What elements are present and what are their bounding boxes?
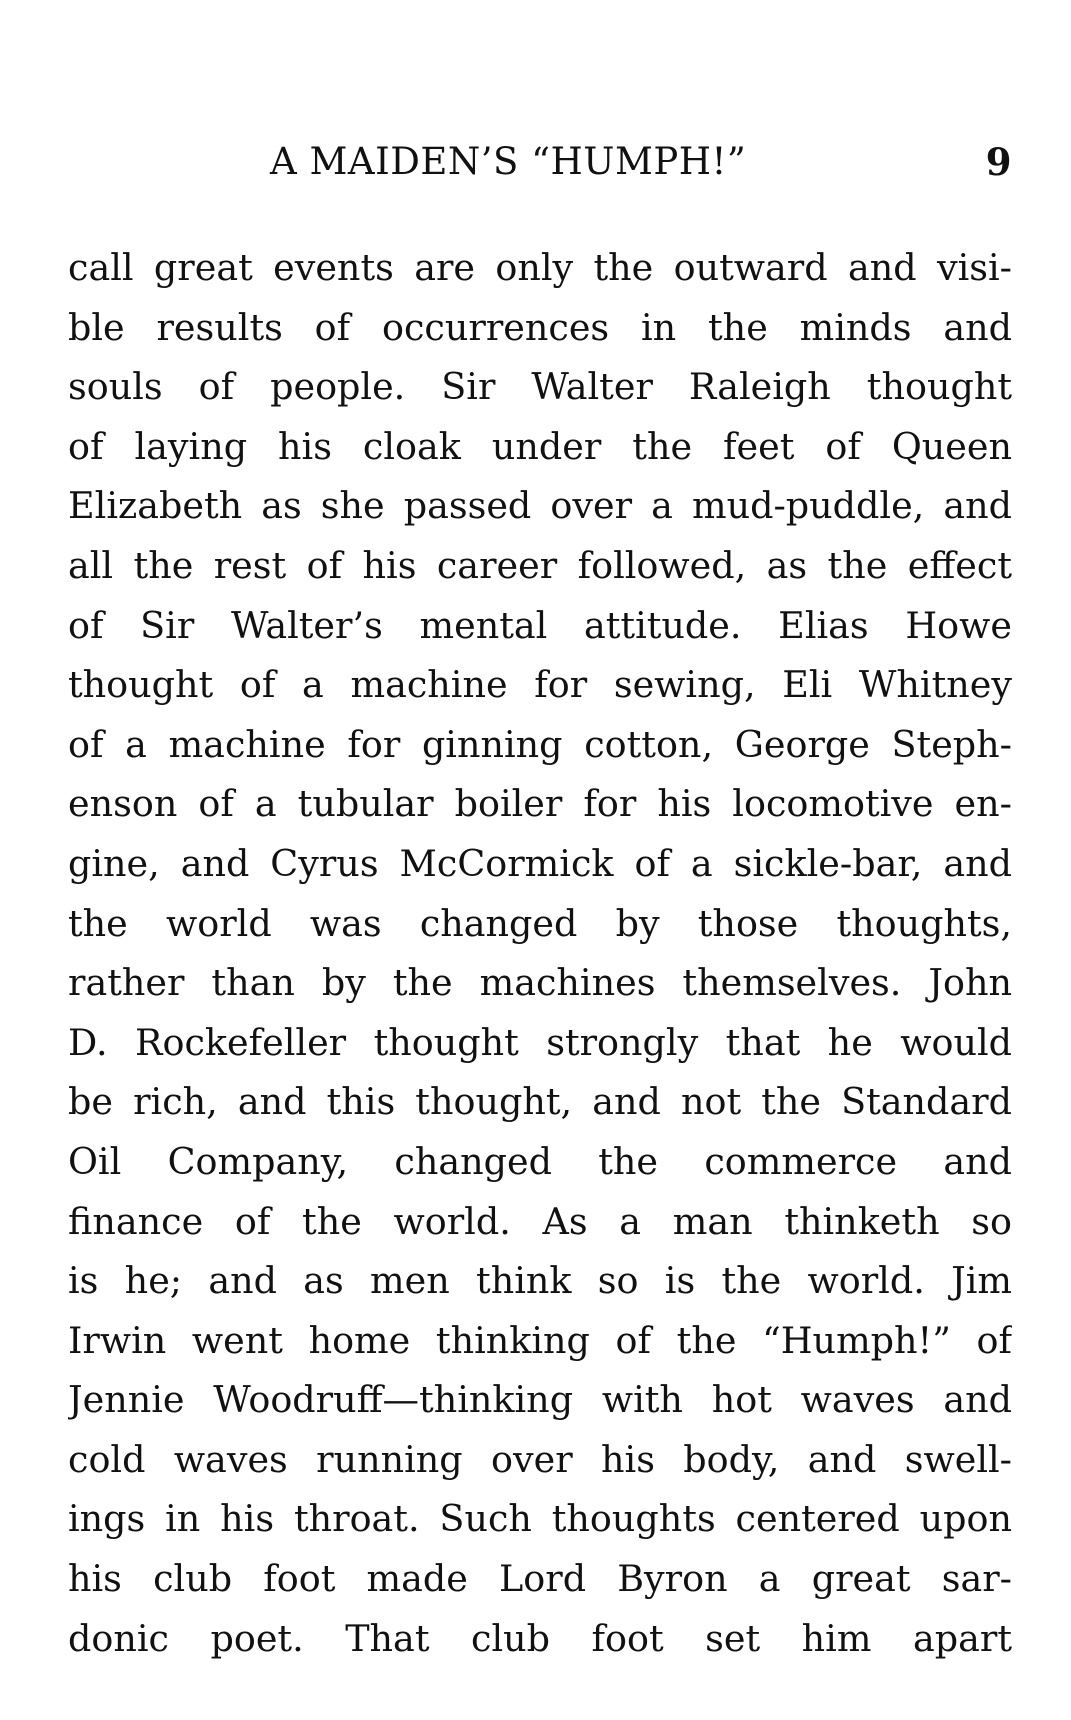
text-line: enson of a tubular boiler for his locomotive en- [68,782,1012,826]
text-line: of laying his cloak under the feet of Queen [68,424,1012,468]
text-line: cold waves running over his body, and swell- [68,1437,1012,1481]
text-line: Irwin went home thinking of the “Humph!” of [68,1318,1012,1362]
text-line: ble results of occurrences in the minds and [68,305,1012,349]
text-line: souls of people. Sir Walter Raleigh thought [68,365,1012,409]
text-line: all the rest of his career followed, as the effect [68,543,1012,587]
text-line: finance of the world. As a man thinketh so [68,1199,1012,1243]
text-line: Jennie Woodruff—thinking with hot waves and [68,1378,1012,1422]
page-number: 9 [985,140,1012,184]
text-line: call great events are only the outward and visi- [68,246,1012,289]
text-line: D. Rockefeller thought strongly that he would [68,1020,1012,1064]
text-line: rather than by the machines themselves. John [68,961,1012,1005]
running-head [68,132,1012,192]
text-line: Oil Company, changed the commerce and [68,1139,1012,1183]
text-line: of Sir Walter’s mental attitude. Elias Howe [68,603,1012,647]
text-line: gine, and Cyrus McCormick of a sickle-bar, and [68,841,1012,885]
text-line: Elizabeth as she passed over a mud-puddle, and [68,484,1012,528]
text-line: of a machine for ginning cotton, George Steph- [68,722,1012,766]
text-line: is he; and as men think so is the world. Jim [68,1259,1012,1303]
text-line: his club foot made Lord Byron a great sar- [68,1557,1012,1601]
text-line: thought of a machine for sewing, Eli Whitney [68,663,1012,707]
text-line: ings in his throat. Such thoughts centered upon [68,1497,1012,1541]
running-title: A MAIDEN’S “HUMPH!” [270,140,747,183]
text-line: be rich, and this thought, and not the Standard [68,1080,1012,1124]
text-line: the world was changed by those thoughts, [68,901,1012,945]
text-line: donic poet. That club foot set him apart [68,1616,1012,1660]
body-text [68,238,1012,1668]
